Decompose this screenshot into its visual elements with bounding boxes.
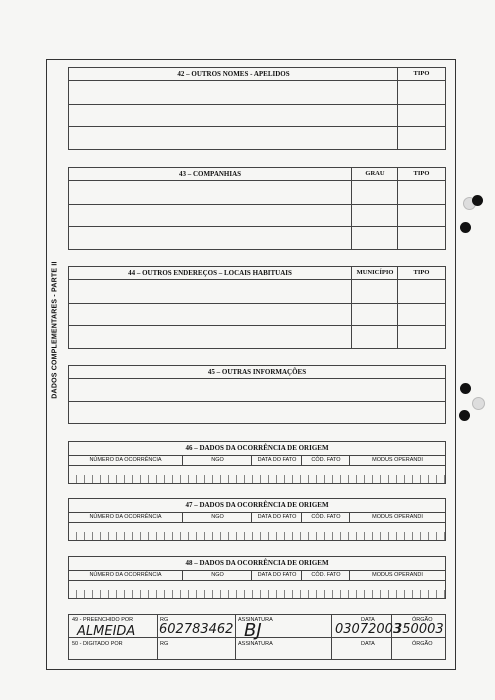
occ-col-cod: CÓD. FATO [301, 455, 350, 465]
occ-col-ngo: NGO [182, 570, 252, 580]
section-42-title: 42 – OUTROS NOMES - APELIDOS [69, 68, 398, 81]
occ-col-number: NÚMERO DA OCORRÊNCIA [89, 514, 162, 520]
occ-col-number: NÚMERO DA OCORRÊNCIA [89, 572, 162, 578]
section-45 [68, 365, 446, 424]
filled-by-label: 49 - PREENCHIDO POR [72, 617, 134, 623]
section-44 [68, 266, 446, 349]
section-44-municipio-header: MUNICÍPIO [351, 267, 398, 280]
occ-col-modus: MODUS OPERANDI [349, 455, 445, 465]
section-47 [68, 498, 446, 541]
occ-col-ngo: NGO [182, 455, 252, 465]
section-43-tipo-header: TIPO [397, 168, 445, 181]
occ-col-date: DATA DO FATO [251, 455, 302, 465]
handwritten-signature: BJ [244, 620, 262, 641]
handwritten-name: ALMEIDA [77, 624, 136, 639]
section-48 [68, 556, 446, 599]
section-43-title: 43 – COMPANHIAS [69, 168, 351, 181]
section-46-title: 46 – DADOS DA OCORRÊNCIA DE ORIGEM [69, 442, 445, 456]
punch-hole [472, 195, 483, 206]
occ-col-date: DATA DO FATO [251, 570, 302, 580]
handwritten-organ: 350003 [394, 622, 444, 637]
punch-hole [472, 397, 485, 410]
rg-label-2: RG [160, 641, 169, 647]
signature-block [68, 614, 446, 660]
section-42 [68, 67, 446, 150]
punch-hole [460, 222, 471, 233]
occ-col-cod: CÓD. FATO [301, 570, 350, 580]
section-47-title: 47 – DADOS DA OCORRÊNCIA DE ORIGEM [69, 499, 445, 513]
signature-label-1: ASSINATURA [238, 617, 273, 623]
occ-col-modus: MODUS OPERANDI [349, 570, 445, 580]
occ-col-date: DATA DO FATO [251, 512, 302, 522]
section-44-title: 44 – OUTROS ENDEREÇOS – LOCAIS HABITUAIS [69, 267, 351, 280]
occ-char-boxes [69, 532, 445, 540]
occ-col-cod: CÓD. FATO [301, 512, 350, 522]
occ-col-number: NÚMERO DA OCORRÊNCIA [89, 457, 162, 463]
section-46 [68, 441, 446, 484]
punch-hole [459, 410, 470, 421]
rg-label-1: RG [160, 617, 169, 623]
organ-label-2: ÓRGÃO [412, 641, 433, 647]
side-label [40, 220, 70, 440]
section-43-grau-header: GRAU [351, 168, 398, 181]
occ-col-modus: MODUS OPERANDI [349, 512, 445, 522]
section-42-tipo-header: TIPO [397, 68, 445, 81]
occ-char-boxes [69, 475, 445, 483]
section-43 [68, 167, 446, 250]
typed-by-label: 50 - DIGITADO POR [72, 641, 123, 647]
date-label-2: DATA [361, 641, 375, 647]
section-48-title: 48 – DADOS DA OCORRÊNCIA DE ORIGEM [69, 557, 445, 571]
organ-label-1: ÓRGÃO [412, 617, 433, 623]
punch-hole [460, 383, 471, 394]
section-45-title: 45 – OUTRAS INFORMAÇÕES [69, 366, 445, 379]
section-44-tipo-header: TIPO [397, 267, 445, 280]
signature-label-2: ASSINATURA [238, 641, 273, 647]
date-label-1: DATA [361, 617, 375, 623]
occ-col-ngo: NGO [182, 512, 252, 522]
occ-char-boxes [69, 590, 445, 598]
side-label-text: DADOS COMPLEMENTARES - PARTE II [51, 261, 59, 399]
handwritten-date: 03072003 [335, 622, 402, 637]
handwritten-rg: 602783462 [159, 622, 234, 637]
